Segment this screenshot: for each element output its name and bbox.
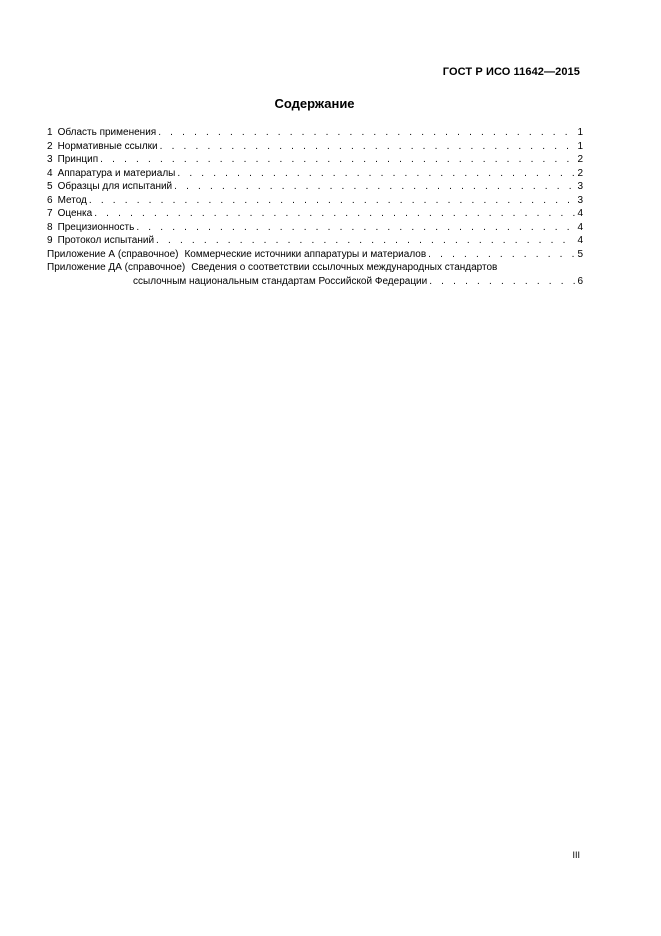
toc-entry-number: 7 bbox=[47, 208, 53, 219]
toc-entry-page: 3 bbox=[577, 181, 583, 192]
toc-leader-dots bbox=[136, 221, 575, 235]
toc-entry-page: 4 bbox=[577, 235, 583, 246]
toc-entry-number: 1 bbox=[47, 127, 53, 138]
toc-entry-page: 3 bbox=[577, 194, 583, 206]
toc-leader-dots bbox=[158, 126, 575, 140]
toc-entry-number: 5 bbox=[47, 181, 53, 192]
toc-leader-dots bbox=[174, 180, 575, 194]
toc-entry-8[interactable] bbox=[47, 221, 583, 235]
toc-leader-dots bbox=[89, 194, 576, 208]
toc-entry-3[interactable] bbox=[47, 153, 583, 167]
standard-code: ГОСТ Р ИСО 11642—2015 bbox=[442, 66, 580, 78]
toc-entry-page: 1 bbox=[577, 127, 583, 138]
toc-entry-4[interactable] bbox=[47, 167, 583, 181]
toc-entry-number: 9 bbox=[47, 235, 53, 246]
annex-description: Сведения о соответствии ссылочных международных стандартов bbox=[191, 262, 498, 273]
toc-entry-2[interactable] bbox=[47, 140, 583, 154]
toc-entry-page: 4 bbox=[577, 208, 583, 219]
toc-entry-9[interactable] bbox=[47, 234, 583, 248]
toc-entry-page: 6 bbox=[577, 275, 583, 287]
toc-entry-label: Метод bbox=[57, 194, 87, 206]
annex-description: Коммерческие источники аппаратуры и материалов bbox=[184, 248, 427, 260]
toc-annex-da[interactable] bbox=[47, 261, 583, 275]
toc-entry-number: 4 bbox=[47, 167, 53, 179]
toc-entry-page: 4 bbox=[577, 221, 583, 233]
annex-label: Приложение А (справочное) bbox=[47, 248, 179, 260]
toc-entry-label: Прецизионность bbox=[57, 221, 135, 233]
toc-entry-label: Аппаратура и материалы bbox=[57, 167, 176, 179]
toc-annex-da-continuation[interactable] bbox=[47, 275, 583, 289]
toc-leader-dots bbox=[177, 167, 575, 181]
toc-entry-page: 2 bbox=[577, 167, 583, 179]
toc-leader-dots bbox=[100, 153, 575, 167]
toc-entry-label: Нормативные ссылки bbox=[57, 140, 158, 152]
toc-entry-7[interactable] bbox=[47, 207, 583, 221]
toc-entry-label: Область применения bbox=[57, 127, 157, 138]
toc-entry-number: 6 bbox=[47, 194, 53, 206]
toc-entry-page: 1 bbox=[577, 140, 583, 152]
toc-annex-a[interactable] bbox=[47, 248, 583, 262]
toc-entry-page: 2 bbox=[577, 154, 583, 165]
toc-leader-dots bbox=[160, 140, 576, 154]
annex-label: Приложение ДА (справочное) bbox=[47, 262, 186, 273]
toc-entry-label: Принцип bbox=[57, 154, 99, 165]
toc-leader-dots bbox=[156, 234, 575, 248]
toc-entry-label: Протокол испытаний bbox=[57, 235, 155, 246]
toc-entry-label: Оценка bbox=[57, 208, 93, 219]
toc-entry-number: 2 bbox=[47, 140, 53, 152]
toc-leader-dots bbox=[94, 207, 575, 221]
toc-leader-dots bbox=[429, 275, 575, 289]
toc-entry-number: 8 bbox=[47, 221, 53, 233]
toc-leader-dots bbox=[428, 248, 575, 262]
page-number: III bbox=[572, 850, 580, 860]
toc-entry-1[interactable] bbox=[47, 126, 583, 140]
toc-entry-5[interactable] bbox=[47, 180, 583, 194]
toc-entry-page: 5 bbox=[577, 248, 583, 260]
toc-title: Содержание bbox=[274, 96, 355, 111]
toc-entry-label: Образцы для испытаний bbox=[57, 181, 173, 192]
annex-description-continued: ссылочным национальным стандартам Российской Федерации bbox=[133, 275, 428, 287]
table-of-contents bbox=[47, 126, 583, 288]
toc-entry-number: 3 bbox=[47, 154, 53, 165]
toc-entry-6[interactable] bbox=[47, 194, 583, 208]
